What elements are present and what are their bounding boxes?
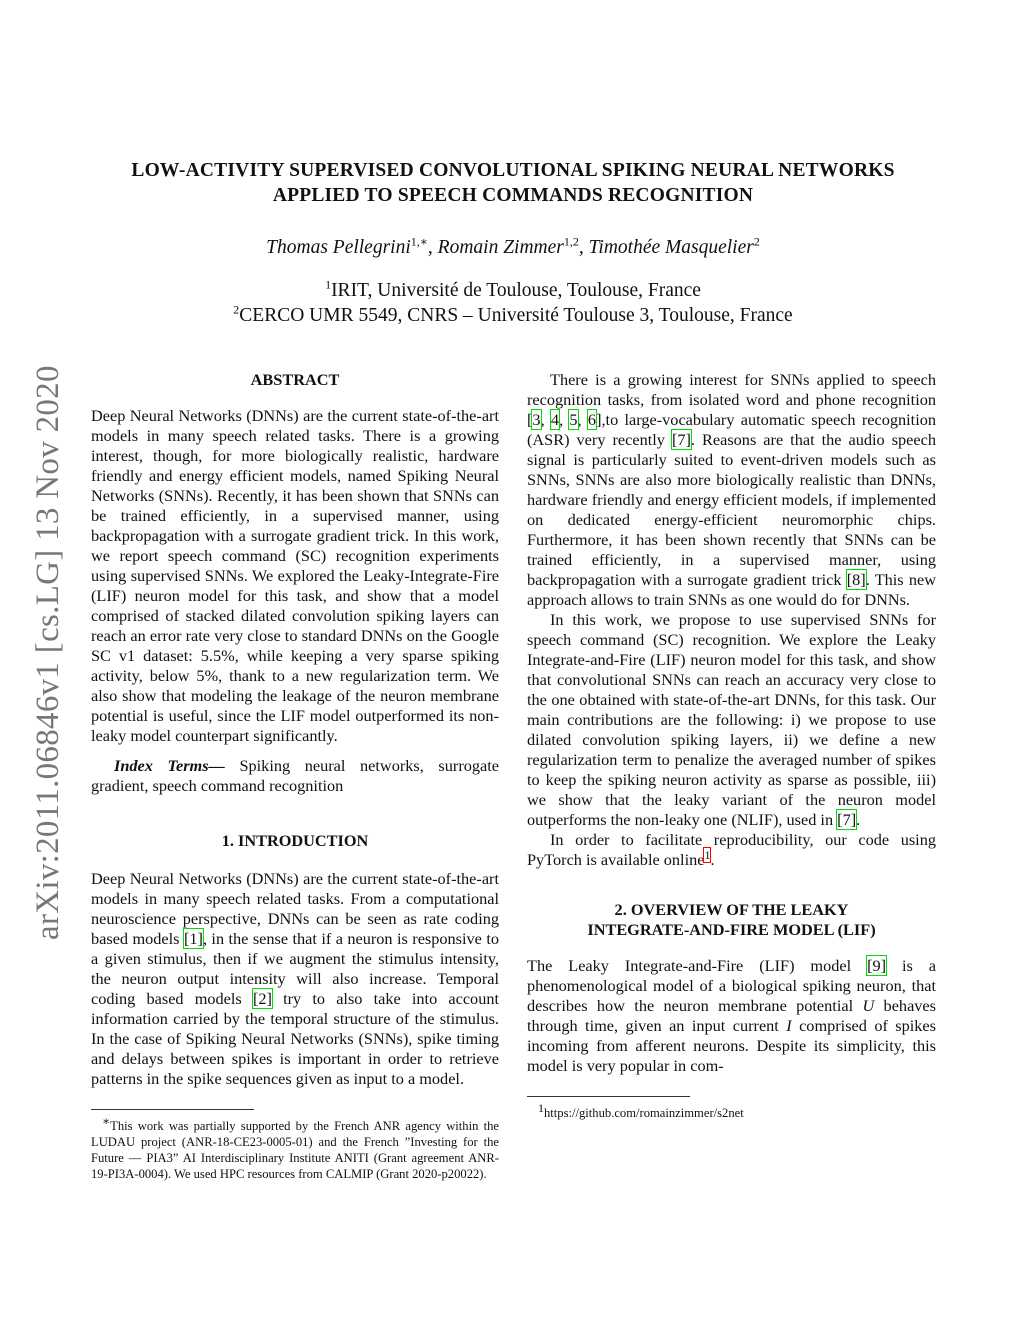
citation-link[interactable]: 4 [550, 410, 560, 429]
footnote-rule [91, 1109, 254, 1110]
affiliation-2-num: 2 [233, 302, 240, 317]
intro-p1-text: Deep Neural Networks (DNNs) are the current state-of-the-art models in many speech related tasks. From a computational neuroscience perspective, DNNs can be seen as rate coding based models [91, 869, 499, 948]
author-3: Timothée Masquelier [588, 237, 754, 258]
author-3-affil: 2 [753, 234, 760, 249]
author-1-affil: 1,∗ [410, 234, 428, 249]
paper-title-line-2: APPLIED TO SPEECH COMMANDS RECOGNITION [272, 185, 754, 206]
index-terms [91, 756, 499, 796]
intro-paragraph-1 [91, 869, 499, 1089]
footnote-funding-text: This work was partially supported by the French ANR agency within the LUDAU project (ANR-18-CE23-0005-01) and the French ”Investing for the Future — PIA3” AI Interdisciplinary Institute ANITI (Grant agreement ANR-19-PI3A-0004). We used HPC resources from CALMIP (Grant 2020-p20022). [91, 1119, 499, 1181]
variable-u: U [862, 996, 875, 1015]
footnote-rule [527, 1096, 690, 1097]
intro-p1-text: try to also take into account information carried by the temporal structure of the stimulus. In the case of Spiking Neural Networks (SNNs), spike timing and delays between spikes is important in order to retrieve patterns in the spike sequences given as input to a model. [91, 989, 500, 1088]
intro-p2-text: ,to large-vocabulary automatic speech recognition (ASR) very recently [527, 410, 936, 449]
index-terms-text: Spiking neural networks, surrogate gradient, speech command recognition [91, 756, 500, 795]
footnote-mark: ∗ [102, 1113, 111, 1128]
intro-p2-text: There is a growing interest for SNNs applied to speech recognition tasks, from isolated word and phone recognition [527, 370, 936, 409]
index-terms-label: Index Terms— [114, 756, 225, 775]
citation-link[interactable]: [1] [183, 929, 203, 948]
arxiv-identifier: arXiv:2011.06846v1 [cs.LG] 13 Nov 2020 [30, 365, 66, 940]
right-column [527, 370, 936, 1121]
title-block [92, 158, 934, 328]
intro-p3-text: In this work, we propose to use supervised SNNs for speech command (SC) recognition. We explore the Leaky Integrate-and-Fire (LIF) neuron model for this task, and show that convolutional SNNs can reach an accuracy very close to the one obtained with state-of-the-art DNNs, for this task. Our main contributions are the following: i) we propose to use dilated convolution spiking layers, ii) we define a new regularization term to penalize the averaged number of spikes to keep the spiking neuron activity as sparse as possible, iii) we show that the leaky variant of the neuron model outperforms the non-leaky one (NLIF), used in [527, 610, 936, 829]
overview-heading-line-1: 2. OVERVIEW OF THE LEAKY [614, 900, 849, 919]
authors [92, 236, 934, 260]
overview-p1-text: behaves through time, given an input current [527, 996, 936, 1035]
abstract-heading: ABSTRACT [250, 370, 340, 389]
footnote-url-text[interactable]: https://github.com/romainzimmer/s2net [544, 1106, 744, 1120]
intro-p3-text: . [856, 810, 861, 829]
intro-p4-text: . [710, 850, 715, 869]
affiliation-2-text: CERCO UMR 5549, CNRS – Université Toulouse 3, Toulouse, France [239, 305, 793, 326]
citation-link[interactable]: [2] [252, 989, 272, 1008]
author-2: Romain Zimmer [437, 237, 564, 258]
footnote-code-url [527, 1100, 936, 1121]
footnote-mark: 1 [538, 1100, 544, 1115]
intro-p1-text: , in the sense that if a neuron is responsive to a given stimulus, then if we augment the stimulus intensity, the neuron output intensity will also increase. Temporal coding based models [91, 929, 499, 1008]
variable-i: I [786, 1016, 792, 1035]
citation-link[interactable]: [9] [867, 956, 887, 975]
intro-paragraph-3 [527, 610, 936, 830]
intro-p2-text: . This new approach allows to train SNNs as one would do for DNNs. [527, 570, 936, 609]
footnote-funding [91, 1113, 499, 1182]
citation-link[interactable]: 6 [587, 410, 597, 429]
abstract-text: Deep Neural Networks (DNNs) are the current state-of-the-art models in many speech related tasks. There is a growing interest, though, for more biologically realistic, hardware friendly and energy efficient models, named Spiking Neural Networks (SNNs). Recently, it has been shown that SNNs can be trained efficiently, in a supervised manner, using backpropagation with a surrogate gradient trick. In this work, we report speech command (SC) recognition experiments using supervised SNNs. We explored the Leaky-Integrate-Fire (LIF) neuron model for this task, and show that a model comprised of stacked dilated convolution spiking layers can reach an error rate very close to standard DNNs on the Google SC v1 dataset: 5.5%, while keeping a very sparse spiking activity, below 5%, thank to a new regularization term. We also show that modeling the leakage of the neuron membrane potential is useful, since the LIF model outperformed its non-leaky model counterpart significantly. [91, 406, 499, 745]
affiliation-1-num: 1 [325, 277, 332, 292]
intro-heading: 1. INTRODUCTION [221, 831, 369, 850]
author-1: Thomas Pellegrini [266, 237, 411, 258]
overview-p1-text: comprised of spikes incoming from afferent neurons. Despite its simplicity, this model is very popular in com- [527, 1016, 936, 1075]
intro-paragraph-4 [527, 830, 936, 870]
affiliation-1-text: IRIT, Université de Toulouse, Toulouse, France [331, 280, 701, 301]
citation-link[interactable]: 3 [532, 410, 541, 429]
intro-p4-text: In order to facilitate reproducibility, our code using PyTorch is available online [527, 830, 936, 869]
intro-paragraph-2: There is a growing interest for SNNs applied to speech recognition tasks, from isolated word and phone recognition [3, 4, 5, 6],to large-vocabulary automatic speech recognition (ASR) very recently [7]. Reasons are that the audio speech signal is particularly suited to event-driven models such as SNNs, SNNs are also more biologically realistic than DNNs, hardware friendly and energy efficient models, if implemented on dedicated energy-efficient neuromorphic chips. Furthermore, it has been shown recently that SNNs can be trained efficiently, in a supervised manner, using backpropagation with a surrogate gradient trick [8]. This new approach allows to train SNNs as one would do for DNNs. [527, 370, 937, 609]
left-column [91, 370, 499, 1182]
overview-heading-line-2: INTEGRATE-AND-FIRE MODEL (LIF) [587, 920, 876, 939]
author-sep: , [578, 237, 589, 258]
overview-heading [527, 900, 936, 940]
overview-p1-text: The Leaky Integrate-and-Fire (LIF) model [527, 956, 868, 975]
citation-link[interactable]: [8] [846, 570, 866, 589]
author-2-affil: 1,2 [563, 234, 579, 249]
overview-paragraph-1 [527, 956, 936, 1076]
footnote-link[interactable]: 1 [704, 847, 711, 862]
paper-title-line-1: LOW-ACTIVITY SUPERVISED CONVOLUTIONAL SPIKING NEURAL NETWORKS [131, 160, 895, 181]
overview-p1-text: is a phenomenological model of a biological spiking neuron, that describes how the neuron membrane potential [527, 956, 937, 1015]
affiliation-1 [92, 278, 934, 303]
intro-p2-text: . Reasons are that the audio speech signal is particularly suited to event-driven models such as SNNs, SNNs are also more biologically realistic than DNNs, hardware friendly and energy efficient models, if implemented on dedicated energy-efficient neuromorphic chips. Furthermore, it has been shown recently that SNNs can be trained efficiently, in a supervised manner, using backpropagation with a surrogate gradient trick [527, 430, 937, 589]
author-sep: , [427, 237, 438, 258]
citation-link[interactable]: [7] [837, 810, 857, 829]
affiliation-2 [92, 303, 934, 328]
citation-link[interactable]: 5 [569, 410, 578, 429]
citation-link[interactable]: [7] [671, 430, 691, 449]
